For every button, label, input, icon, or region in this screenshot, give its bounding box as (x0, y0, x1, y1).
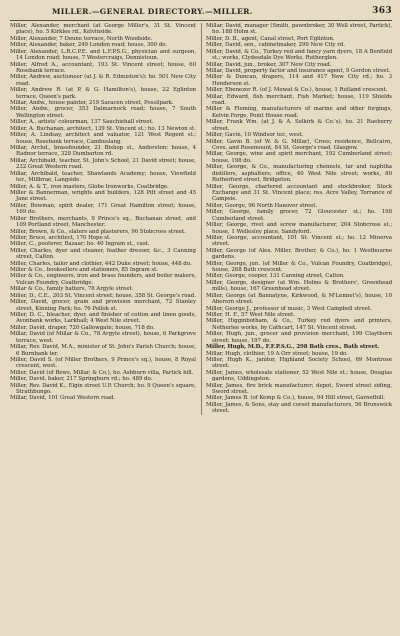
directory-entry: Miller, George J., professor of music, 3 West Campbell street. (206, 305, 372, 312)
left-column (10, 23, 196, 415)
directory-entry: Millar, Archibald, teacher, St. John's School, 21 David street; house, 232 Great Western road. (10, 157, 196, 171)
directory-entry: Miller Brothers, merchants, 9 Prince's sq., Buchanan street, and 109 Portland street, Manchester. (10, 215, 196, 229)
directory-entry: Miller, Ebenezer R. (of J. Mowat & Co.), house, 1 Rutland crescent. (206, 87, 388, 94)
directory-entry: Miller, A. Buchanan, architect, 139 St. Vincent st.; ho. 13 Newton st. (10, 125, 196, 132)
directory-entry: Miller, David S. (of Miller Brothers, 9 Prince's sq.), house, 8 Royal crescent, west. (10, 356, 196, 370)
directory-entry: Miller, Rev. David K., Elgin street U.P. Church; ho. 9 Queen's square, Strathbungo. (10, 382, 196, 396)
directory-entry: Miller & Fleming, manufacturers of marine and other forgings, Kelvin Forge, Point House road. (206, 106, 392, 119)
directory-entry: Miller, A. & T., iron masters, Globe Ironworks, Coatbridge. (10, 183, 169, 190)
directory-entry: Miller & Co., engineers, iron and brass founders, and boiler makers, Vulcan Foundry, Coatbridge. (10, 273, 196, 286)
directory-entry: Miller, Andw., grocer, 353 Dalmarnock road; house, 7 South Wellington street. (10, 106, 196, 119)
directory-entry: Miller, George (at Bannatyne, Kirkwood, & M'Lennet's), house, 10 Aberorn street. (206, 292, 392, 306)
directory-entry: Miller, David, sen., cabinetmaker, 299 New City rd. (206, 42, 345, 49)
directory-entry: Millar, Archibald, teacher, Shawlands Academy; house, Viewfield ter., Millbrae, Langside. (10, 170, 196, 184)
directory-entry: Millar, Andw., house painter, 219 Saracen street, Possilpark. (10, 100, 174, 107)
directory-entry: Miller, A., artists' colourman, 137 Sauchiehall street. (10, 119, 154, 126)
directory-entry: Miller, Hugh, M.D., F.F.P.S.G., 298 Bath cres., Bath street. (206, 344, 380, 351)
directory-entry: Miller, Brown, & Co., slaters and plasterers, 96 Stobcross street. (10, 228, 186, 235)
directory-entry: Miller, David, & Co., Turkey red and fancy yarn dyers, 18 A Benfield st.; works, Clydesdale Dye Works, Rutherglen. (206, 48, 392, 62)
directory-entry: Millar, George, wine and spirit merchant, 192 Cumberland street; house, 198 do. (206, 151, 392, 164)
directory-entry: Miller, David (of Bews, Millar, & Co.), ho. Ashburn villa, Partick hill. (10, 369, 194, 376)
directory-entry: Millar, David, manager (Smith, pawnbroker, 30 Well street, Partick), ho. 188 Holm st. (206, 23, 392, 36)
directory-entry: Miller, D., C.E., 203 St. Vincent street; house, 358 St. George's road. (10, 292, 196, 299)
directory-entry: Millar, Hugh, clothier, 19 A Orr street; house, 19 do. (206, 350, 348, 357)
directory-entry: Miller, James, wholesale stationer, 52 West Nile st.; house, Douglas gardens, Uddingston. (206, 369, 392, 383)
directory-entry: Miller, Alexander, merchant (at George Miller's, 31 St. Vincent place), ho. 5 Kirklee rd., Kelvinside. (10, 23, 196, 36)
directory-entry: Miller, George, chartered accountant and stockbroker, Stock Exchange and 31 St. Vincent place; res. Acre Valley, Torrance of Campsie. (206, 183, 392, 203)
directory-entry: Miller, H. F., 57 West Nile street. (206, 311, 295, 318)
directory-entry: Miller, George, jun. (of Miller & Co., Vulcan Foundry, Coatbridge), house, 268 Bath crescent. (206, 260, 392, 274)
page-number: 363 (372, 6, 392, 16)
directory-entry: Miller & Duncan, drapers, 114 and 417 New City rd.; ho. 3 Henderson st. (206, 74, 392, 87)
directory-entry: Millar, Archd., brassfounder, 21 Bishop st., Anderston; house, 4 Radnor terrace, 328 Dumbarton rd. (10, 145, 196, 158)
directory-entry: Miller, Alexander, L.R.C.P.E. and L.F.P.S.G., physician and surgeon, 14 London road; house, 7 Westercraigs, Dennistoun. (10, 48, 196, 62)
directory-entry: Miller, Alexander, baker, 249 London road; house, 300 do. (10, 42, 168, 49)
directory-entry: Miller, James, & Sons, stay and corset manufacturers, 56 Brunswick street. (206, 401, 392, 415)
directory-entry: Miller, Frank Wm. (at J. & A. Selkirk & Co.'s), ho. 21 Raeberry street. (206, 119, 392, 132)
directory-entry: Miller, George, 96 North Hanover street. (206, 202, 318, 209)
directory-entry: Millar, David, property factor and insurance agent, 9 Gordon street. (206, 67, 391, 74)
directory-entry: Miller, Gavin, 10 Windsor ter., west. (206, 132, 304, 139)
directory-entry: Miller, Alexander, 7 Doune terrace, North Woodside. (10, 35, 153, 42)
directory-entry: Miller, Higginbotham, & Co., Turkey red dyers and printers, Netherlee works, by Cathcart, 147 St. Vincent street. (206, 318, 392, 331)
directory-entry: Millar, David, 101 Great Western road. (10, 395, 116, 402)
directory-entry: Miller, George, designer (at Wm. Holms & Brothers', Greenhead mills), house, 167 Greenhead street. (206, 279, 392, 293)
directory-entry: Miller, D. C., bleacher, dyer, and finisher of cotton and linen goods, Avonbank works, Larkhall; 4 West Nile street. (10, 311, 196, 325)
directory-entry: Miller, David, grocer, grain and provision merchant, 72 Stanley street, Kinning Park; ho. 76 Pollok st. (10, 299, 196, 312)
directory-entry: Miller, Bowman, spirit dealer, 171 Great Hamilton street; house, 169 do. (10, 202, 196, 216)
directory-entry: Miller, George, cooper, 131 Canning street, Calton. (206, 273, 345, 280)
right-column (206, 23, 392, 415)
directory-entry: Miller, George, rivet and screw manufacturer, 204 Stobcross st.; house, 1 Wellesley place, Sandyford. (206, 222, 392, 235)
page-header (10, 6, 392, 21)
running-title: MILLER.—GENERAL DIRECTORY.—MILLER. (52, 7, 253, 16)
directory-entry: Millar, Edward, fish merchant, Fish Market; house, 119 Shields road. (206, 93, 392, 107)
directory-entry: Miller, George, accountant, 101 St. Vincent st.; ho. 12 Minerva street. (206, 234, 392, 248)
directory-entry: Miller, James, fire brick manufacturer; depot, Sword street siding, Sword street. (206, 382, 392, 396)
directory-entry: Miller, James B. (of Kemp & Co.), house, 94 Hill street, Garnethill. (206, 395, 385, 402)
directory-entry: Miller, Alfred A., accountant, 193 St. Vincent street; house, 60 Rosebank terrace. (10, 61, 196, 74)
directory-entry: Miller, Andrew, auctioneer (at J. & R. Edmiston's); ho. 501 New City road. (10, 74, 196, 87)
directory-entry: Miller & Co., booksellers and stationers, 85 Ingram st. (10, 267, 158, 274)
directory-entry: Miller, George, family grocer, 72 Gloucester st.; ho. 198 Cumberland street. (206, 209, 392, 222)
directory-entry: Miller, David, baker, 217 Springburn rd.; ho. 489 do. (10, 376, 153, 383)
directory-entry: Miller, Gavin B. (of W. & G. Millar), Cross; residence, Bellcairn, Cove, and Rosemount, 84 St. George's road, Glasgow. (206, 138, 392, 152)
directory-entry: Miller, C., pouterer, Bazaar; ho. 40 Ingram st., cast. (10, 241, 150, 248)
directory-entry: Miller & Bannerman, wrights and builders, 128 Pitt street and 45 Jane street. (10, 189, 196, 203)
directory-entry: Miller, George, & Co., manufacturing chemists, tar and naphtha distillers, asphalters; office, 40 West Nile street; works, 80 Rutherford street, Bridgeton. (206, 164, 392, 184)
directory-entry: Miller, A. Lindsay, architect and valuator, 121 West Regent st.; house, Rosebank terrace, Cambuslang. (10, 132, 196, 145)
directory-entry: Miller, Hugh K., janitor, Highland Society School, 69 Montrose street. (206, 356, 392, 370)
directory-entry: Millar, David (of Millar & Co., 78 Argyle street), house, 6 Parkgrove terrace, west. (10, 331, 196, 344)
directory-entry: Miller, Charles, tailor and clothier, 442 Duke street; house, 448 do. (10, 260, 192, 267)
directory-entry: Miller, Andrew R. (at P. & G. Hamilton's), house, 22 Eglinton terrace, Queen's park. (10, 87, 196, 100)
directory-entry: Miller, Charles, dyer and cleaner, feather dresser, &c., 3 Canning street, Calton. (10, 247, 196, 261)
directory-entry: Miller, Bruce, architect, 170 Hope st. (10, 234, 111, 241)
directory-entry: Millar, David, jun., broker, 307 New City road. (206, 61, 332, 68)
directory-entry: Miller, George (of Alex. Miller, Brother, & Co.), ho. 1 Westbourne gardens. (206, 247, 392, 261)
directory-entry: Miller, Hugh, jun., grocer and provision merchant, 199 Claythorn street; house, 197 do. (206, 331, 392, 344)
directory-entry: Miller, David, draper, 720 Gallowgate; house, 718 do. (10, 324, 155, 331)
directory-entry: Millar, Rev. David, M.A., minister of St. John's Parish Church; house, 6 Burnbank ter. (10, 344, 196, 357)
directory-entry: Miller, D. B., agent, Canal street, Port Eglinton. (206, 35, 335, 42)
directory-entry: Millar & Co., family hatters, 78 Argyle street. (10, 286, 134, 293)
